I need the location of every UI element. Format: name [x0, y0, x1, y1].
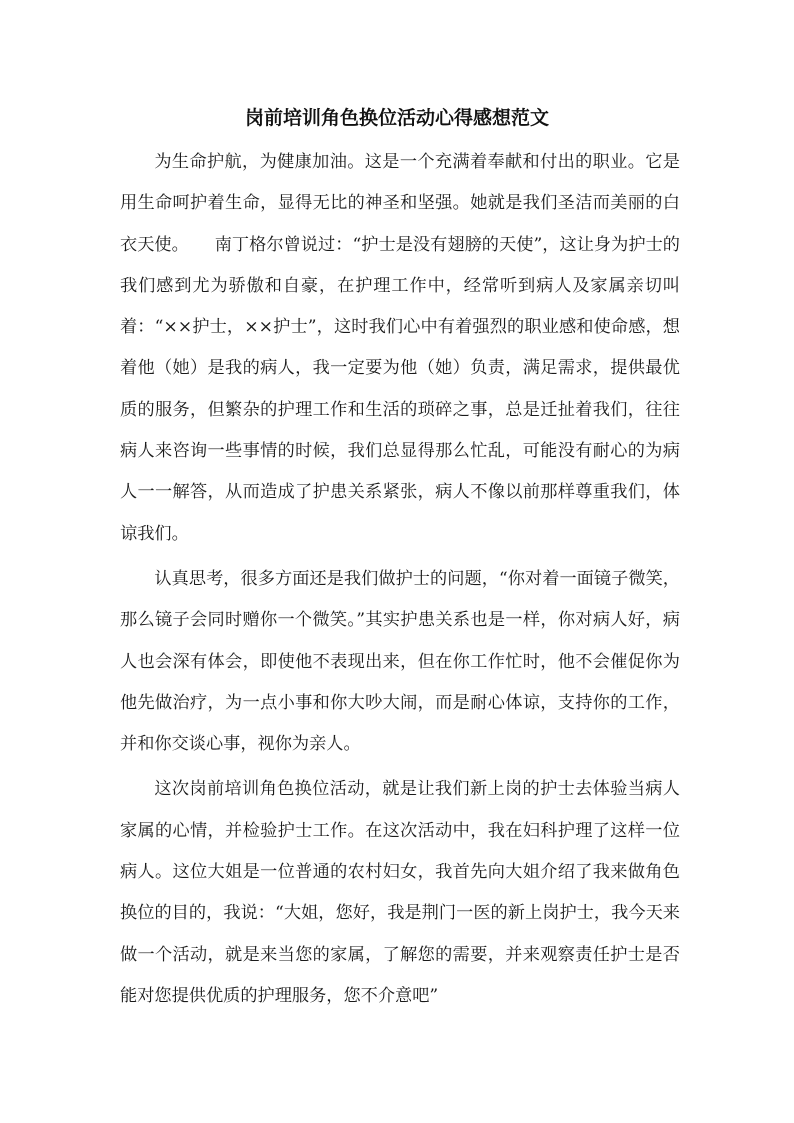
paragraph-3: 这次岗前培训角色换位活动，就是让我们新上岗的护士去体验当病人家属的心情，并检验护士工作。在这次活动中，我在妇科护理了这样一位病人。这位大姐是一位普通的农村妇女，我首先向大姐介绍了我来做角色换位的目的，我说：“大姐，您好，我是荆门一医的新上岗护士，我今天来做一个活动，就是来当您的家属，了解您的需要，并来观察责任护士是否能对您提供优质的护理服务，您不介意吧” — [120, 779, 680, 1006]
paragraph-2: 认真思考，很多方面还是我们做护士的问题，“你对着一面镜子微笑，那么镜子会同时赠你一个微笑。”其实护患关系也是一样，你对病人好，病人也会深有体会，即使他不表现出来，但在你工作忙时，他不会催促你为他先做治疗，为一点小事和你大吵大闹，而是耐心体谅，支持你的工作，并和你交谈心事，视你为亲人。 — [120, 568, 680, 755]
document-body — [120, 142, 680, 1017]
paragraph-1: 为生命护航，为健康加油。这是一个充满着奉献和付出的职业。它是用生命呵护着生命，显得无比的神圣和坚强。她就是我们圣洁而美丽的白衣天使。 南丁格尔曾说过：“护士是没有翅膀的天使”，这让身为护士的我们感到尤为骄傲和自豪，在护理工作中，经常听到病人及家属亲切叫着：“××护士，××护士”，这时我们心中有着强烈的职业感和使命感，想着他（她）是我的病人，我一定要为他（她）负责，满足需求，提供最优质的服务，但繁杂的护理工作和生活的琐碎之事，总是迁扯着我们，往往病人来咨询一些事情的时候，我们总显得那么忙乱，可能没有耐心的为病人一一解答，从而造成了护患关系紧张，病人不像以前那样尊重我们，体谅我们。 — [120, 152, 680, 544]
document-title: 岗前培训角色换位活动心得感想范文 — [244, 107, 549, 129]
